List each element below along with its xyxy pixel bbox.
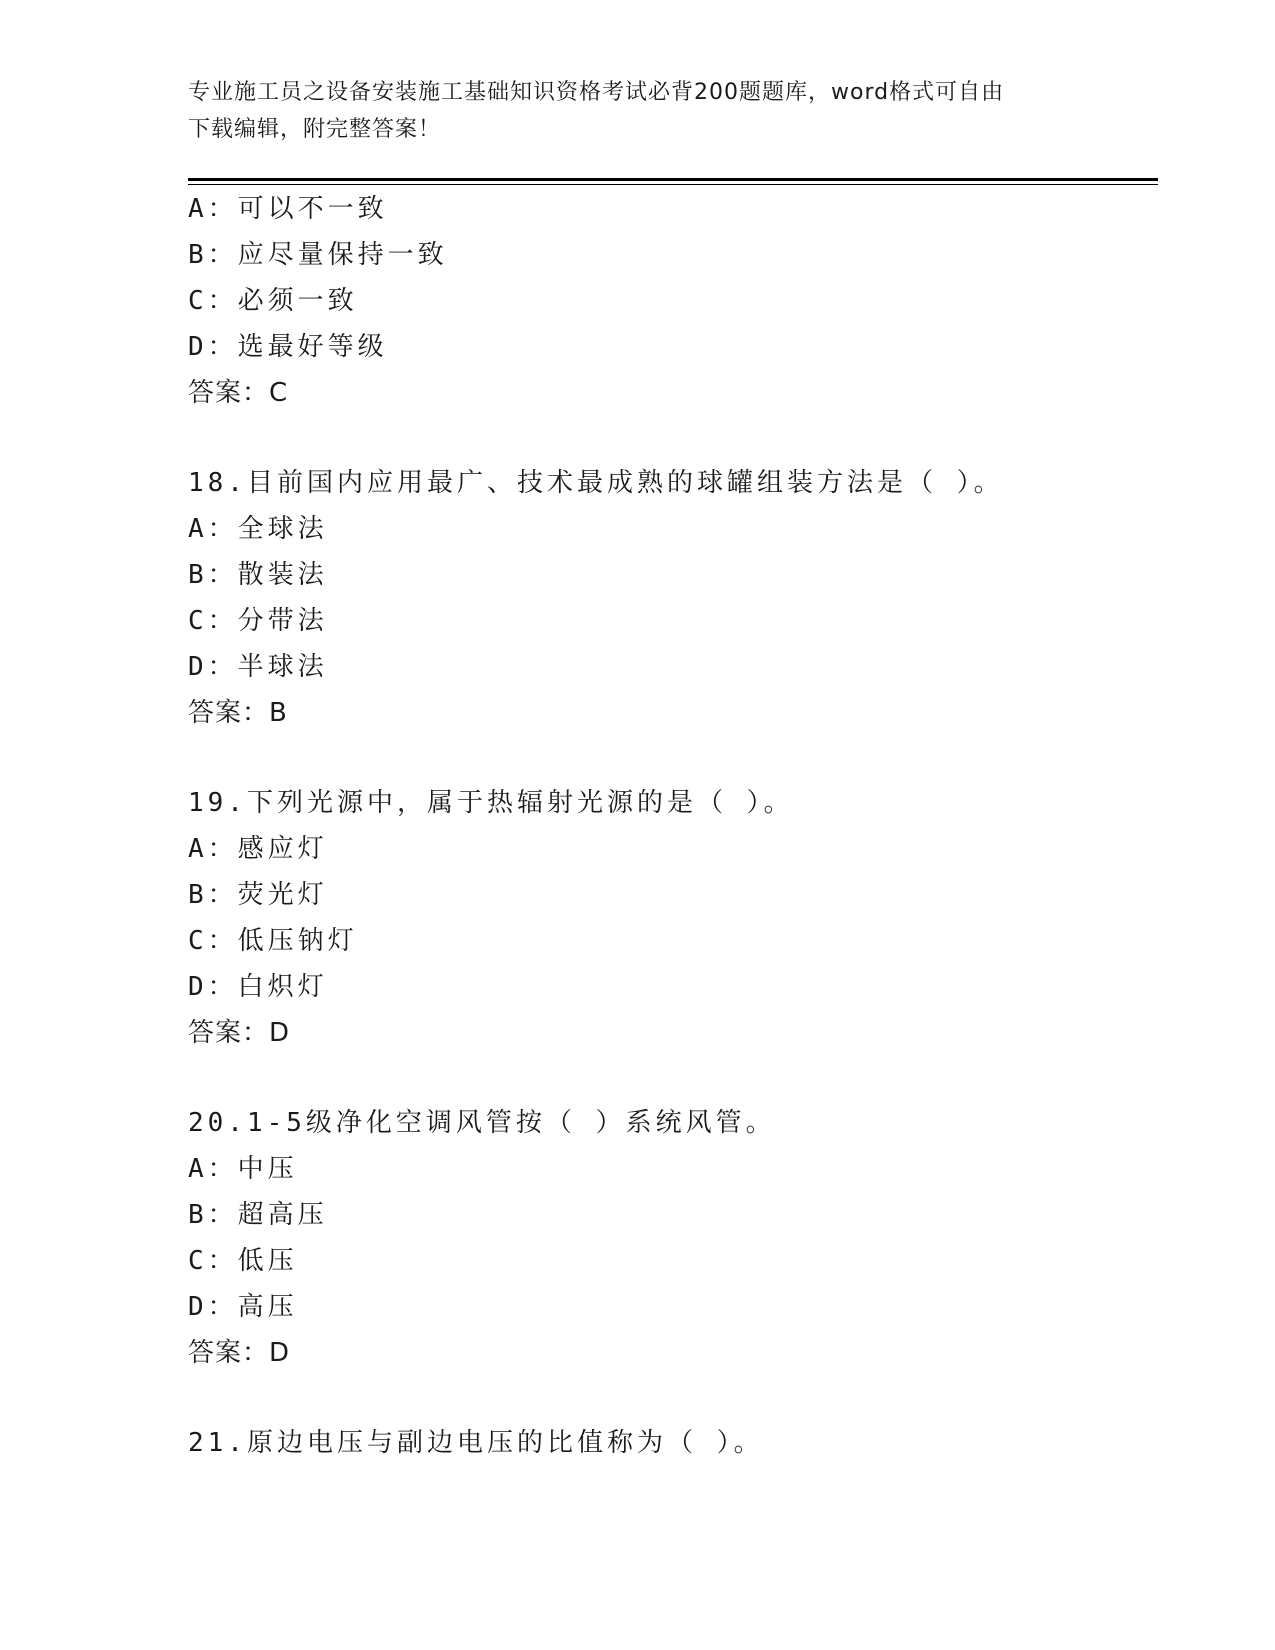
- option-c: C：分带法: [188, 606, 328, 636]
- question-17: [188, 186, 1158, 416]
- question-text: 19.下列光源中，属于热辐射光源的是（ ）。: [188, 788, 794, 818]
- option-d: D：选最好等级: [188, 332, 388, 362]
- header-divider-thin: [188, 184, 1158, 185]
- option-b: B：散装法: [188, 560, 328, 590]
- option-a: A：全球法: [188, 514, 328, 544]
- question-20: [188, 1100, 1158, 1376]
- option-a: A：中压: [188, 1154, 298, 1184]
- answer: 答案：C: [188, 378, 289, 408]
- spacer: [188, 1376, 1158, 1420]
- answer: 答案：D: [188, 1018, 291, 1048]
- option-b: B：应尽量保持一致: [188, 240, 448, 270]
- document-header: [188, 74, 1088, 148]
- question-text: 21.原边电压与副边电压的比值称为（ ）。: [188, 1428, 764, 1458]
- answer: 答案：D: [188, 1338, 291, 1368]
- option-a: A：可以不一致: [188, 194, 388, 224]
- option-c: C：必须一致: [188, 286, 358, 316]
- option-b: B：荧光灯: [188, 880, 328, 910]
- option-a: A：感应灯: [188, 834, 328, 864]
- spacer: [188, 1056, 1158, 1100]
- question-text: 18.目前国内应用最广、技术最成熟的球罐组装方法是（ ）。: [188, 468, 1004, 498]
- option-d: D：白炽灯: [188, 972, 328, 1002]
- answer: 答案：B: [188, 698, 288, 728]
- option-d: D：半球法: [188, 652, 328, 682]
- option-d: D：高压: [188, 1292, 298, 1322]
- question-text: 20.1-5级净化空调风管按（ ）系统风管。: [188, 1108, 776, 1138]
- header-line-1: 专业施工员之设备安装施工基础知识资格考试必背200题题库，word格式可自由: [188, 80, 1005, 105]
- header-line-2: 下载编辑，附完整答案！: [188, 117, 442, 142]
- option-c: C：低压钠灯: [188, 926, 358, 956]
- option-c: C：低压: [188, 1246, 298, 1276]
- question-list: [188, 186, 1158, 1466]
- question-21: [188, 1420, 1158, 1466]
- spacer: [188, 416, 1158, 460]
- spacer: [188, 736, 1158, 780]
- header-divider-thick: [188, 178, 1158, 181]
- option-b: B：超高压: [188, 1200, 328, 1230]
- question-18: [188, 460, 1158, 736]
- question-19: [188, 780, 1158, 1056]
